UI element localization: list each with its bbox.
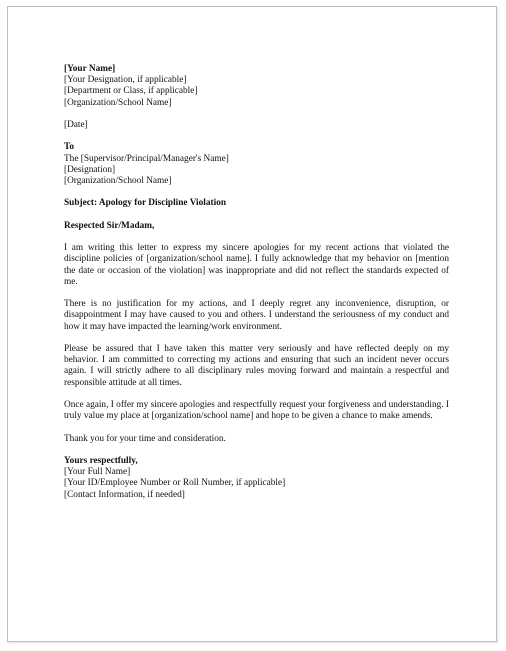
sender-organization: [Organization/School Name] — [64, 97, 172, 108]
spacer — [64, 232, 449, 243]
body-paragraph: There is no justification for my actions, and I deeply regret any inconvenience, disruption, or disappointment I may have caused to you and others. I understand the seriousness of my conduct and how it may have impacted the learning/work environment. — [64, 299, 449, 332]
spacer — [64, 288, 449, 299]
body-paragraph: Once again, I offer my sincere apologies and respectfully request your forgiveness and understanding. I truly value my place at [organization/school name] and hope to be given a chance to make amends. — [64, 399, 449, 422]
sender-designation: [Your Designation, if applicable] — [64, 75, 187, 86]
closing-full-name: [Your Full Name] — [64, 467, 131, 478]
spacer — [64, 131, 449, 142]
spacer — [64, 210, 449, 221]
recipient-to: To — [64, 142, 74, 153]
closing-contact: [Contact Information, if needed] — [64, 489, 185, 500]
sender-name: [Your Name] — [64, 64, 116, 74]
letter-subject: Subject: Apology for Discipline Violation — [64, 198, 227, 209]
body-paragraph: I am writing this letter to express my sincere apologies for my recent actions that violated the discipline policies of [organization/school name]. I fully acknowledge that my behavior on [mention the date or occasion of the violation] was inappropriate and did not reflect the standards expected of me. — [64, 243, 449, 287]
spacer — [64, 109, 449, 120]
recipient-designation: [Designation] — [64, 164, 116, 175]
spacer — [64, 187, 449, 198]
spacer — [64, 445, 449, 456]
spacer — [64, 333, 449, 344]
letter-date: [Date] — [64, 120, 88, 130]
document-page — [7, 6, 497, 642]
letter-salutation: Respected Sir/Madam, — [64, 220, 155, 231]
closing-id-number: [Your ID/Employee Number or Roll Number, if applicable] — [64, 478, 286, 489]
letter-body — [64, 64, 449, 501]
recipient-organization: [Organization/School Name] — [64, 176, 172, 186]
closing-valediction: Yours respectfully, — [64, 455, 138, 466]
sender-department: [Department or Class, if applicable] — [64, 86, 198, 97]
body-paragraph: Thank you for your time and consideration. — [64, 433, 226, 444]
body-paragraph: Please be assured that I have taken this matter very seriously and have reflected deeply on my behavior. I am committed to correcting my actions and ensuring that such an incident never occurs again. I will strictly adhere to all disciplinary rules moving forward and maintain a respectful and responsible attitude at all times. — [64, 343, 449, 388]
spacer — [64, 422, 449, 433]
recipient-title: The [Supervisor/Principal/Manager's Name] — [64, 153, 229, 164]
spacer — [64, 389, 449, 400]
